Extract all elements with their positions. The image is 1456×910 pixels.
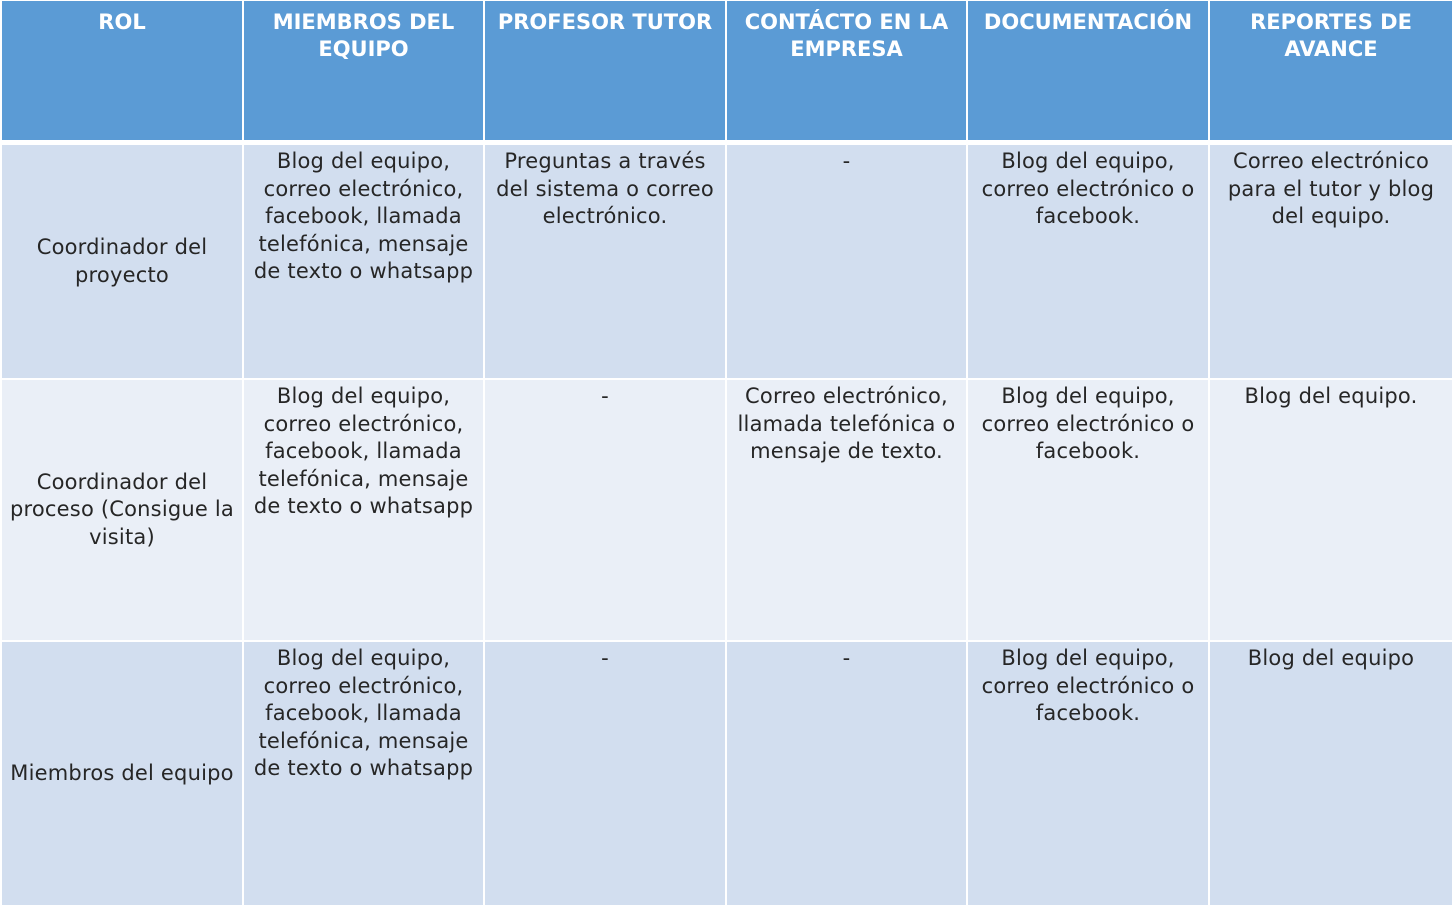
cell-profesor-tutor: - <box>485 642 727 907</box>
header-documentacion: DOCUMENTACIÓN <box>968 1 1210 145</box>
cell-miembros-del-equipo: Blog del equipo, correo electrónico, facebook, llamada telefónica, mensaje de texto o whatsapp <box>244 642 485 907</box>
table-row <box>2 380 1452 642</box>
cell-rol: Coordinador del proceso (Consigue la visita) <box>2 380 244 642</box>
cell-miembros-del-equipo: Blog del equipo, correo electrónico, facebook, llamada telefónica, mensaje de texto o whatsapp <box>244 145 485 380</box>
cell-reportes-de-avance: Blog del equipo. <box>1210 380 1452 642</box>
header-reportes-de-avance: REPORTES DE AVANCE <box>1210 1 1452 145</box>
cell-contacto-en-la-empresa: Correo electrónico, llamada telefónica o mensaje de texto. <box>727 380 968 642</box>
cell-rol: Coordinador del proyecto <box>2 145 244 380</box>
cell-miembros-del-equipo: Blog del equipo, correo electrónico, facebook, llamada telefónica, mensaje de texto o whatsapp <box>244 380 485 642</box>
cell-documentacion: Blog del equipo, correo electrónico o facebook. <box>968 380 1210 642</box>
cell-profesor-tutor: - <box>485 380 727 642</box>
cell-reportes-de-avance: Blog del equipo <box>1210 642 1452 907</box>
header-miembros-del-equipo: MIEMBROS DEL EQUIPO <box>244 1 485 145</box>
cell-contacto-en-la-empresa: - <box>727 642 968 907</box>
cell-reportes-de-avance: Correo electrónico para el tutor y blog del equipo. <box>1210 145 1452 380</box>
header-contacto-en-la-empresa: CONTÁCTO EN LA EMPRESA <box>727 1 968 145</box>
cell-rol: Miembros del equipo <box>2 642 244 907</box>
header-profesor-tutor: PROFESOR TUTOR <box>485 1 727 145</box>
table-row <box>2 145 1452 380</box>
table-row <box>2 642 1452 907</box>
cell-documentacion: Blog del equipo, correo electrónico o facebook. <box>968 642 1210 907</box>
cell-contacto-en-la-empresa: - <box>727 145 968 380</box>
cell-documentacion: Blog del equipo, correo electrónico o facebook. <box>968 145 1210 380</box>
header-rol: ROL <box>2 1 244 145</box>
header-row <box>2 1 1452 145</box>
communication-matrix-table <box>2 1 1452 907</box>
cell-profesor-tutor: Preguntas a través del sistema o correo electrónico. <box>485 145 727 380</box>
